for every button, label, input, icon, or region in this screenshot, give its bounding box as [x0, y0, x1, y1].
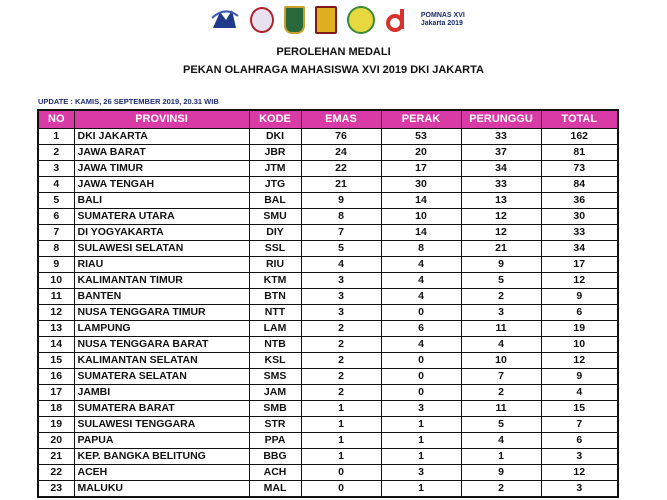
cell-kode: NTT: [249, 305, 301, 321]
cell-no: 21: [38, 449, 74, 465]
cell-perunggu: 12: [461, 209, 541, 225]
cell-perunggu: 13: [461, 193, 541, 209]
cell-perunggu: 4: [461, 433, 541, 449]
cell-perak: 0: [381, 305, 461, 321]
cell-perak: 8: [381, 241, 461, 257]
cell-no: 9: [38, 257, 74, 273]
cell-no: 1: [38, 129, 74, 145]
cell-provinsi: RIAU: [74, 257, 249, 273]
cell-kode: SMB: [249, 401, 301, 417]
pomnas-logo-icon: POMNAS XVI Jakarta 2019: [420, 12, 465, 27]
cell-perunggu: 2: [461, 481, 541, 498]
cell-no: 23: [38, 481, 74, 498]
cell-kode: SMU: [249, 209, 301, 225]
cell-perunggu: 4: [461, 337, 541, 353]
cell-emas: 1: [301, 401, 381, 417]
cell-emas: 0: [301, 481, 381, 498]
cell-provinsi: KALIMANTAN TIMUR: [74, 273, 249, 289]
cell-total: 6: [541, 305, 618, 321]
table-row: [38, 417, 618, 433]
column-header-kode: KODE: [249, 110, 301, 129]
cell-emas: 5: [301, 241, 381, 257]
update-timestamp: UPDATE : KAMIS, 26 SEPTEMBER 2019, 20.31 WIB: [38, 97, 219, 106]
cell-perunggu: 7: [461, 369, 541, 385]
cell-emas: 2: [301, 321, 381, 337]
cell-perunggu: 9: [461, 257, 541, 273]
cell-kode: ACH: [249, 465, 301, 481]
table-header-row: [38, 110, 618, 129]
cell-emas: 3: [301, 305, 381, 321]
table-row: [38, 289, 618, 305]
cell-kode: RIU: [249, 257, 301, 273]
cell-emas: 2: [301, 385, 381, 401]
cell-perunggu: 12: [461, 225, 541, 241]
cell-perunggu: 5: [461, 273, 541, 289]
cell-perak: 4: [381, 289, 461, 305]
cell-perunggu: 9: [461, 465, 541, 481]
cell-perak: 4: [381, 273, 461, 289]
column-header-perak: PERAK: [381, 110, 461, 129]
table-row: [38, 193, 618, 209]
cell-perak: 3: [381, 401, 461, 417]
cell-perak: 0: [381, 353, 461, 369]
cell-emas: 4: [301, 257, 381, 273]
cell-perak: 20: [381, 145, 461, 161]
cell-kode: BTN: [249, 289, 301, 305]
cell-provinsi: KALIMANTAN SELATAN: [74, 353, 249, 369]
cell-total: 162: [541, 129, 618, 145]
cell-provinsi: PAPUA: [74, 433, 249, 449]
table-row: [38, 225, 618, 241]
cell-perunggu: 2: [461, 385, 541, 401]
cell-total: 3: [541, 481, 618, 498]
table-row: [38, 241, 618, 257]
cell-no: 6: [38, 209, 74, 225]
cell-perak: 4: [381, 337, 461, 353]
logo-strip: [210, 4, 480, 36]
cell-total: 10: [541, 337, 618, 353]
cell-total: 30: [541, 209, 618, 225]
cell-provinsi: JAWA TENGAH: [74, 177, 249, 193]
table-row: [38, 321, 618, 337]
page-title: PEROLEHAN MEDALI: [276, 46, 391, 58]
table-row: [38, 209, 618, 225]
column-header-provinsi: PROVINSI: [74, 110, 249, 129]
cell-emas: 21: [301, 177, 381, 193]
cell-no: 22: [38, 465, 74, 481]
provincial-emblem-logo-icon: [315, 6, 337, 34]
cell-no: 3: [38, 161, 74, 177]
cell-perak: 1: [381, 449, 461, 465]
table-row: [38, 449, 618, 465]
cell-perunggu: 3: [461, 305, 541, 321]
cell-total: 19: [541, 321, 618, 337]
cell-provinsi: SULAWESI SELATAN: [74, 241, 249, 257]
cell-no: 8: [38, 241, 74, 257]
cell-perunggu: 5: [461, 417, 541, 433]
cell-no: 17: [38, 385, 74, 401]
cell-kode: DIY: [249, 225, 301, 241]
table-row: [38, 129, 618, 145]
cell-total: 12: [541, 273, 618, 289]
cell-total: 33: [541, 225, 618, 241]
cell-provinsi: BALI: [74, 193, 249, 209]
cell-perak: 30: [381, 177, 461, 193]
cell-perak: 14: [381, 225, 461, 241]
table-row: [38, 369, 618, 385]
cell-provinsi: MALUKU: [74, 481, 249, 498]
cell-provinsi: NUSA TENGGARA TIMUR: [74, 305, 249, 321]
cell-no: 14: [38, 337, 74, 353]
table-row: [38, 145, 618, 161]
cell-kode: JTG: [249, 177, 301, 193]
table-row: [38, 337, 618, 353]
cell-total: 12: [541, 465, 618, 481]
table-row: [38, 433, 618, 449]
table-row: [38, 481, 618, 498]
cell-emas: 3: [301, 273, 381, 289]
cell-perunggu: 33: [461, 177, 541, 193]
cell-perak: 6: [381, 321, 461, 337]
cell-total: 73: [541, 161, 618, 177]
cell-provinsi: JAWA TIMUR: [74, 161, 249, 177]
cell-kode: KSL: [249, 353, 301, 369]
universiade-logo-icon: [210, 6, 240, 34]
table-row: [38, 177, 618, 193]
cell-emas: 9: [301, 193, 381, 209]
cell-total: 12: [541, 353, 618, 369]
cell-emas: 8: [301, 209, 381, 225]
kemenpora-logo-icon: [250, 7, 274, 33]
cell-provinsi: KEP. BANGKA BELITUNG: [74, 449, 249, 465]
cell-perak: 1: [381, 481, 461, 498]
cell-no: 16: [38, 369, 74, 385]
cell-perak: 17: [381, 161, 461, 177]
column-header-perunggu: PERUNGGU: [461, 110, 541, 129]
cell-kode: SMS: [249, 369, 301, 385]
cell-provinsi: DKI JAKARTA: [74, 129, 249, 145]
page-subtitle: PEKAN OLAHRAGA MAHASISWA XVI 2019 DKI JAKARTA: [183, 64, 484, 76]
cell-emas: 2: [301, 369, 381, 385]
cell-no: 19: [38, 417, 74, 433]
cell-perunggu: 11: [461, 321, 541, 337]
table-row: [38, 385, 618, 401]
cell-kode: STR: [249, 417, 301, 433]
cell-perak: 4: [381, 257, 461, 273]
cell-kode: JBR: [249, 145, 301, 161]
table-body: [38, 129, 618, 498]
cell-provinsi: ACEH: [74, 465, 249, 481]
cell-total: 34: [541, 241, 618, 257]
cell-emas: 1: [301, 449, 381, 465]
cell-total: 36: [541, 193, 618, 209]
table-row: [38, 273, 618, 289]
table-row: [38, 401, 618, 417]
cell-no: 13: [38, 321, 74, 337]
cell-total: 17: [541, 257, 618, 273]
cell-emas: 3: [301, 289, 381, 305]
cell-provinsi: SUMATERA UTARA: [74, 209, 249, 225]
table-row: [38, 465, 618, 481]
medal-table: [37, 109, 619, 498]
cell-kode: LAM: [249, 321, 301, 337]
tut-wuri-handayani-logo-icon: [347, 6, 375, 34]
cell-perunggu: 34: [461, 161, 541, 177]
cell-emas: 76: [301, 129, 381, 145]
cell-perak: 10: [381, 209, 461, 225]
cell-emas: 7: [301, 225, 381, 241]
cell-total: 9: [541, 369, 618, 385]
cell-perak: 14: [381, 193, 461, 209]
cell-emas: 24: [301, 145, 381, 161]
cell-perak: 0: [381, 385, 461, 401]
cell-no: 7: [38, 225, 74, 241]
cell-emas: 2: [301, 337, 381, 353]
cell-no: 20: [38, 433, 74, 449]
cell-kode: JTM: [249, 161, 301, 177]
cell-no: 12: [38, 305, 74, 321]
cell-perak: 53: [381, 129, 461, 145]
cell-total: 84: [541, 177, 618, 193]
column-header-total: TOTAL: [541, 110, 618, 129]
cell-perak: 1: [381, 433, 461, 449]
table-row: [38, 353, 618, 369]
cell-perunggu: 2: [461, 289, 541, 305]
cell-no: 15: [38, 353, 74, 369]
cell-provinsi: SULAWESI TENGGARA: [74, 417, 249, 433]
cell-kode: BAL: [249, 193, 301, 209]
cell-no: 5: [38, 193, 74, 209]
cell-total: 7: [541, 417, 618, 433]
table-row: [38, 257, 618, 273]
cell-provinsi: SUMATERA SELATAN: [74, 369, 249, 385]
cell-perunggu: 33: [461, 129, 541, 145]
cell-no: 2: [38, 145, 74, 161]
cell-total: 81: [541, 145, 618, 161]
cell-perunggu: 11: [461, 401, 541, 417]
cell-kode: PPA: [249, 433, 301, 449]
column-header-no: NO: [38, 110, 74, 129]
dki-jakarta-logo-icon: [284, 6, 306, 34]
cell-emas: 0: [301, 465, 381, 481]
cell-kode: BBG: [249, 449, 301, 465]
cell-emas: 1: [301, 433, 381, 449]
cell-perunggu: 1: [461, 449, 541, 465]
cell-perunggu: 21: [461, 241, 541, 257]
cell-kode: KTM: [249, 273, 301, 289]
cell-no: 18: [38, 401, 74, 417]
cell-total: 6: [541, 433, 618, 449]
cell-kode: JAM: [249, 385, 301, 401]
cell-emas: 1: [301, 417, 381, 433]
cell-provinsi: LAMPUNG: [74, 321, 249, 337]
cell-perunggu: 37: [461, 145, 541, 161]
cell-emas: 22: [301, 161, 381, 177]
d-sport-logo-icon: [385, 6, 411, 34]
cell-perak: 1: [381, 417, 461, 433]
cell-provinsi: BANTEN: [74, 289, 249, 305]
table-row: [38, 305, 618, 321]
cell-no: 4: [38, 177, 74, 193]
cell-perunggu: 10: [461, 353, 541, 369]
cell-no: 10: [38, 273, 74, 289]
cell-provinsi: JAWA BARAT: [74, 145, 249, 161]
cell-no: 11: [38, 289, 74, 305]
cell-total: 3: [541, 449, 618, 465]
cell-provinsi: NUSA TENGGARA BARAT: [74, 337, 249, 353]
cell-total: 4: [541, 385, 618, 401]
cell-kode: DKI: [249, 129, 301, 145]
cell-perak: 0: [381, 369, 461, 385]
cell-kode: SSL: [249, 241, 301, 257]
cell-kode: MAL: [249, 481, 301, 498]
cell-total: 15: [541, 401, 618, 417]
cell-kode: NTB: [249, 337, 301, 353]
cell-provinsi: DI YOGYAKARTA: [74, 225, 249, 241]
column-header-emas: EMAS: [301, 110, 381, 129]
cell-emas: 2: [301, 353, 381, 369]
cell-provinsi: SUMATERA BARAT: [74, 401, 249, 417]
cell-provinsi: JAMBI: [74, 385, 249, 401]
cell-total: 9: [541, 289, 618, 305]
table-row: [38, 161, 618, 177]
cell-perak: 3: [381, 465, 461, 481]
